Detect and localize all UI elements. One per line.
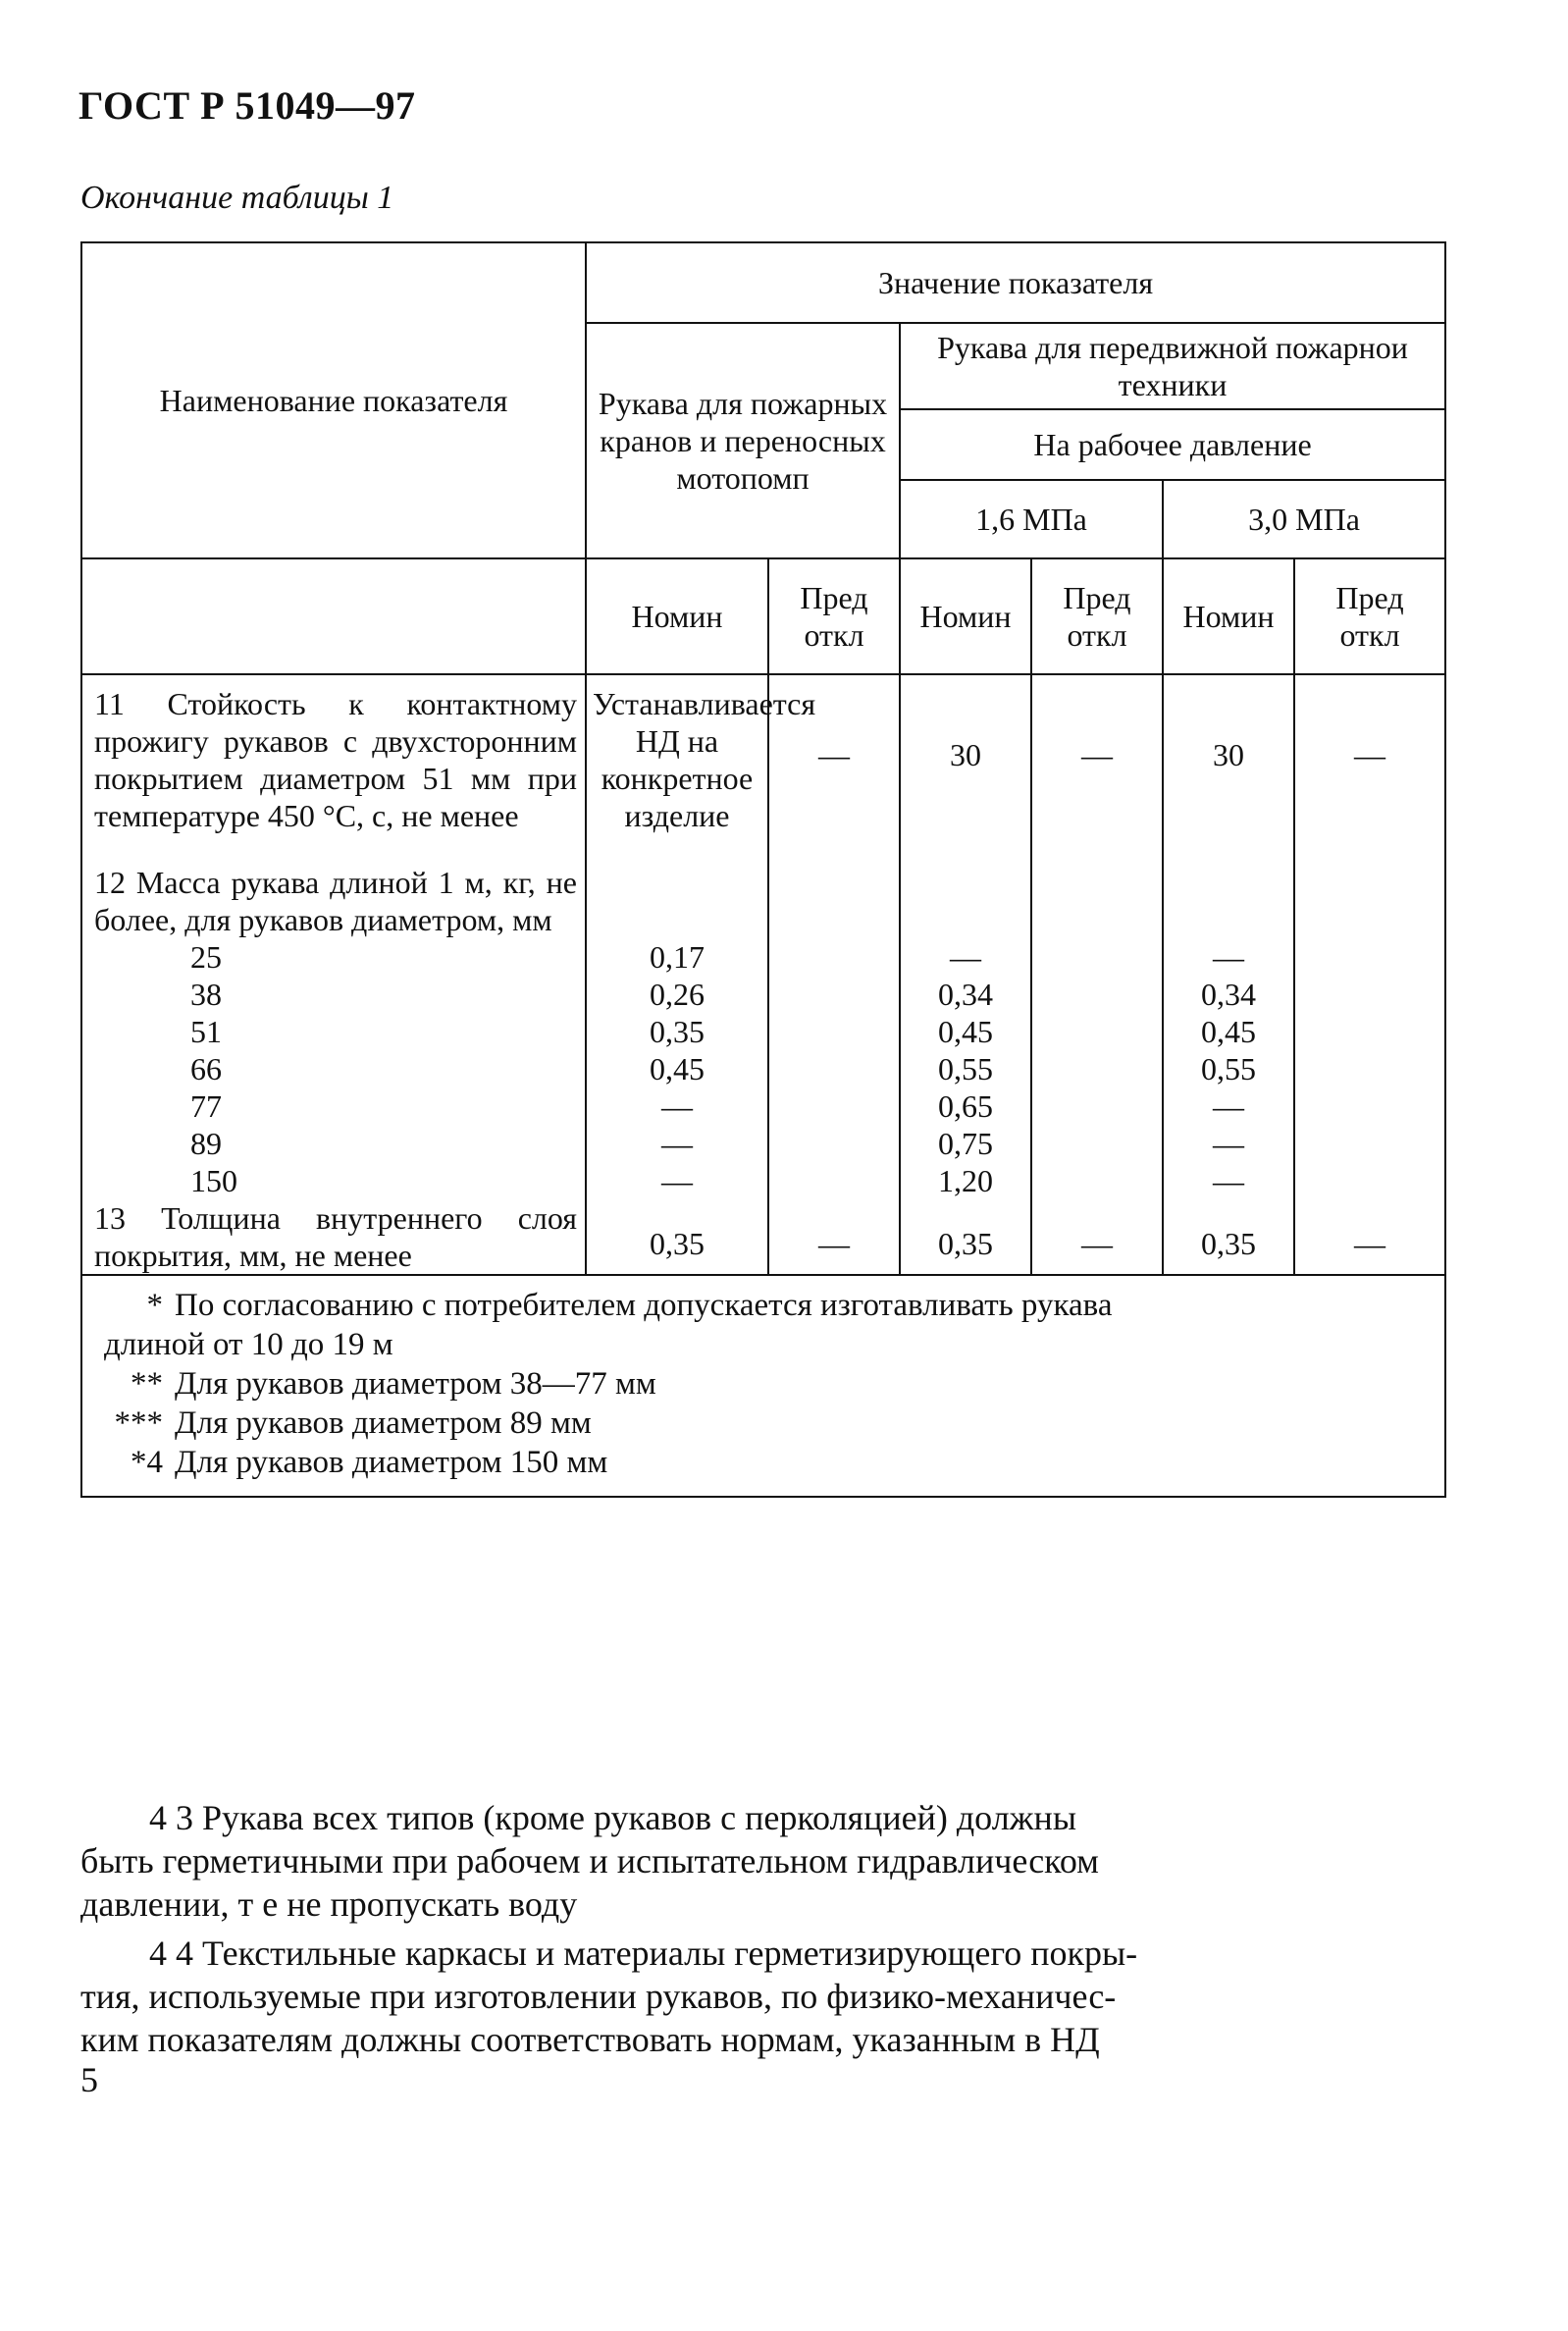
row-12-a-value: — bbox=[586, 1087, 768, 1125]
row-12-b1-value: — bbox=[900, 938, 1031, 976]
row-13-a-pred: — bbox=[768, 1199, 900, 1275]
row-12-diameter: 77 bbox=[81, 1087, 586, 1125]
row-12-name: 12 Масса рукава длиной 1 м, кг, не более, для рукавов диаметром, мм bbox=[94, 865, 577, 937]
row-12-diameter: 25 bbox=[81, 938, 586, 976]
row-12-b2-value: — bbox=[1163, 938, 1294, 976]
table-row bbox=[81, 1087, 1445, 1125]
table-row bbox=[81, 1162, 1445, 1199]
table-row bbox=[81, 1013, 1445, 1050]
row-12-b2-value: — bbox=[1163, 1087, 1294, 1125]
table-row bbox=[81, 1125, 1445, 1162]
col-header-name: Наименование показателя bbox=[81, 242, 586, 558]
table-row bbox=[81, 976, 1445, 1013]
col-header-b2-pred: Пред откл bbox=[1294, 558, 1445, 674]
row-11-b1-pred: — bbox=[1031, 674, 1163, 834]
row-12-diameter: 89 bbox=[81, 1125, 586, 1162]
col-header-blank bbox=[81, 558, 586, 674]
col-header-b2-nomin: Номин bbox=[1163, 558, 1294, 674]
paragraph-line: ким показателям должны соответствовать нормам, указанным в НД bbox=[80, 2020, 1100, 2059]
row-12-b2-value: 0,55 bbox=[1163, 1050, 1294, 1087]
footnote-mark: * bbox=[146, 1288, 163, 1323]
paragraph-4-3 bbox=[80, 1796, 1444, 1926]
footnote bbox=[104, 1325, 1437, 1364]
footnote bbox=[104, 1404, 1437, 1443]
row-12-a-value: — bbox=[586, 1162, 768, 1199]
row-12-b1-value: 0,45 bbox=[900, 1013, 1031, 1050]
footnote bbox=[104, 1286, 1437, 1325]
row-11-b2-nomin: 30 bbox=[1163, 674, 1294, 834]
row-12-a-value: 0,26 bbox=[586, 976, 768, 1013]
col-header-pressure-1-6: 1,6 МПа bbox=[900, 480, 1163, 558]
row-12-b2-value: — bbox=[1163, 1125, 1294, 1162]
row-12-a-value: — bbox=[586, 1125, 768, 1162]
col-header-group-b: Рукава для передвижной пожарнои техники bbox=[900, 323, 1445, 409]
row-12-diameter: 150 bbox=[81, 1162, 586, 1199]
row-12-b1-value: 0,55 bbox=[900, 1050, 1031, 1087]
row-12-diameter: 51 bbox=[81, 1013, 586, 1050]
paragraph-line: давлении, т е не пропускать воду bbox=[80, 1884, 578, 1924]
footnote-mark: *4 bbox=[131, 1445, 163, 1480]
footnote-mark: ** bbox=[131, 1366, 163, 1402]
paragraph-4-4 bbox=[80, 1932, 1444, 2061]
row-11-a-nomin: Устанавливается НД на конкретное изделие bbox=[586, 674, 768, 834]
table-row bbox=[81, 674, 1445, 834]
footnote bbox=[104, 1364, 1437, 1404]
row-12-diameter: 66 bbox=[81, 1050, 586, 1087]
footnote-text: Для рукавов диаметром 150 мм bbox=[175, 1445, 608, 1480]
row-12-b2-value: 0,34 bbox=[1163, 976, 1294, 1013]
row-11-b2-pred: — bbox=[1294, 674, 1445, 834]
col-header-a-nomin: Номин bbox=[586, 558, 768, 674]
row-12-b1-value: 0,34 bbox=[900, 976, 1031, 1013]
row-13-a-nomin: 0,35 bbox=[586, 1199, 768, 1275]
col-header-group-a: Рукава для пожарных кранов и переносных мотопомп bbox=[586, 323, 900, 558]
row-13-name: 13 Толщина внутреннего слоя покрытия, мм, не менее bbox=[94, 1200, 577, 1273]
col-header-b1-pred: Пред откл bbox=[1031, 558, 1163, 674]
row-12-b2-value: — bbox=[1163, 1162, 1294, 1199]
row-13-b1-nomin: 0,35 bbox=[900, 1199, 1031, 1275]
row-13-b2-nomin: 0,35 bbox=[1163, 1199, 1294, 1275]
paragraph-line: 4 3 Рукава всех типов (кроме рукавов с перколяцией) должны bbox=[149, 1798, 1076, 1837]
row-12-diameter: 38 bbox=[81, 976, 586, 1013]
table-footnotes bbox=[81, 1275, 1445, 1497]
table-row bbox=[81, 1199, 1445, 1275]
page-number: 5 bbox=[80, 2060, 98, 2099]
col-header-a-pred: Пред откл bbox=[768, 558, 900, 674]
row-12-b1-value: 0,75 bbox=[900, 1125, 1031, 1162]
row-12-b1-value: 0,65 bbox=[900, 1087, 1031, 1125]
document-code: ГОСТ Р 51049—97 bbox=[78, 83, 416, 128]
table-row bbox=[81, 834, 1445, 938]
specs-table bbox=[80, 241, 1446, 1498]
table-row bbox=[81, 1050, 1445, 1087]
footnote-text: Для рукавов диаметром 38—77 мм bbox=[175, 1366, 656, 1402]
row-12-b1-value: 1,20 bbox=[900, 1162, 1031, 1199]
footnote-text: длиной от 10 до 19 м bbox=[104, 1327, 393, 1362]
footnote-text: По согласованию с потребителем допускается изготавливать рукава bbox=[175, 1288, 1113, 1323]
col-header-b1-nomin: Номин bbox=[900, 558, 1031, 674]
row-12-a-value: 0,17 bbox=[586, 938, 768, 976]
row-12-a-value: 0,35 bbox=[586, 1013, 768, 1050]
footnote-text: Для рукавов диаметром 89 мм bbox=[175, 1405, 592, 1441]
table-caption: Окончание таблицы 1 bbox=[80, 180, 394, 216]
row-11-b1-nomin: 30 bbox=[900, 674, 1031, 834]
row-11-a-pred: — bbox=[768, 674, 900, 834]
row-12-a-value: 0,45 bbox=[586, 1050, 768, 1087]
paragraph-line: быть герметичными при рабочем и испытательном гидравлическом bbox=[80, 1841, 1099, 1881]
footnote-mark: *** bbox=[114, 1405, 163, 1441]
table-row bbox=[81, 938, 1445, 976]
row-12-b2-value: 0,45 bbox=[1163, 1013, 1294, 1050]
col-header-pressure-3-0: 3,0 МПа bbox=[1163, 480, 1445, 558]
paragraph-line: 4 4 Текстильные каркасы и материалы герметизирующего покры- bbox=[149, 1934, 1138, 1973]
footnote bbox=[104, 1443, 1437, 1482]
col-header-value: Значение показателя bbox=[586, 242, 1445, 323]
col-header-working-pressure: На рабочее давление bbox=[900, 409, 1445, 480]
paragraph-line: тия, используемые при изготовлении рукавов, по физико-механичес- bbox=[80, 1977, 1117, 2016]
row-13-b2-pred: — bbox=[1294, 1199, 1445, 1275]
row-13-b1-pred: — bbox=[1031, 1199, 1163, 1275]
row-11-name: 11 Стойкость к контактному прожигу рукавов с двухсторонним покрытием диаметром 51 мм при температуре 450 °С, с, не менее bbox=[94, 686, 577, 833]
